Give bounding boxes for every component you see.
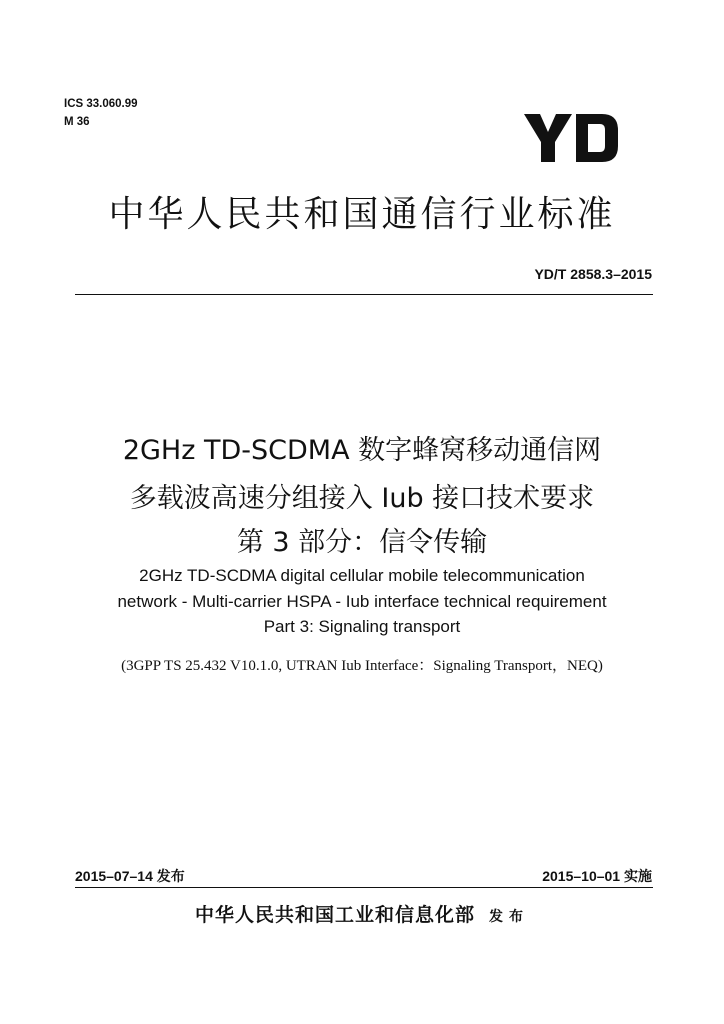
reference-document: (3GPP TS 25.432 V10.1.0, UTRAN Iub Interface：Signaling Transport，NEQ): [121, 658, 603, 674]
implement-date: 2015–10–01 实施: [542, 868, 652, 884]
standard-number: YD/T 2858.3–2015: [534, 266, 652, 282]
ccs-code: M 36: [64, 116, 90, 128]
publisher: [0, 900, 724, 927]
en-title-line-1: 2GHz TD-SCDMA digital cellular mobile telecommunication: [139, 566, 585, 585]
en-title-line-2: network - Multi-carrier HSPA - Iub interface technical requirement: [117, 592, 607, 611]
classification-codes: [64, 95, 138, 131]
cn-title-line-3: 第 3 部分：信令传输: [236, 527, 488, 558]
ics-code: ICS 33.060.99: [64, 98, 138, 110]
cn-title-line-2: 多载波高速分组接入 Iub 接口技术要求: [129, 483, 595, 514]
yd-logo: [524, 110, 620, 166]
cn-title-line-1: 2GHz TD-SCDMA 数字蜂窝移动通信网: [122, 435, 602, 466]
publisher-suffix: 发布: [489, 909, 529, 925]
publisher-name: 中华人民共和国工业和信息化部: [194, 904, 475, 926]
top-divider: [75, 294, 653, 295]
bottom-divider: [75, 887, 653, 888]
issue-date: 2015–07–14 发布: [75, 868, 185, 884]
standard-category-title: 中华人民共和国通信行业标准: [108, 194, 616, 235]
en-title-line-3: Part 3: Signaling transport: [263, 617, 461, 636]
